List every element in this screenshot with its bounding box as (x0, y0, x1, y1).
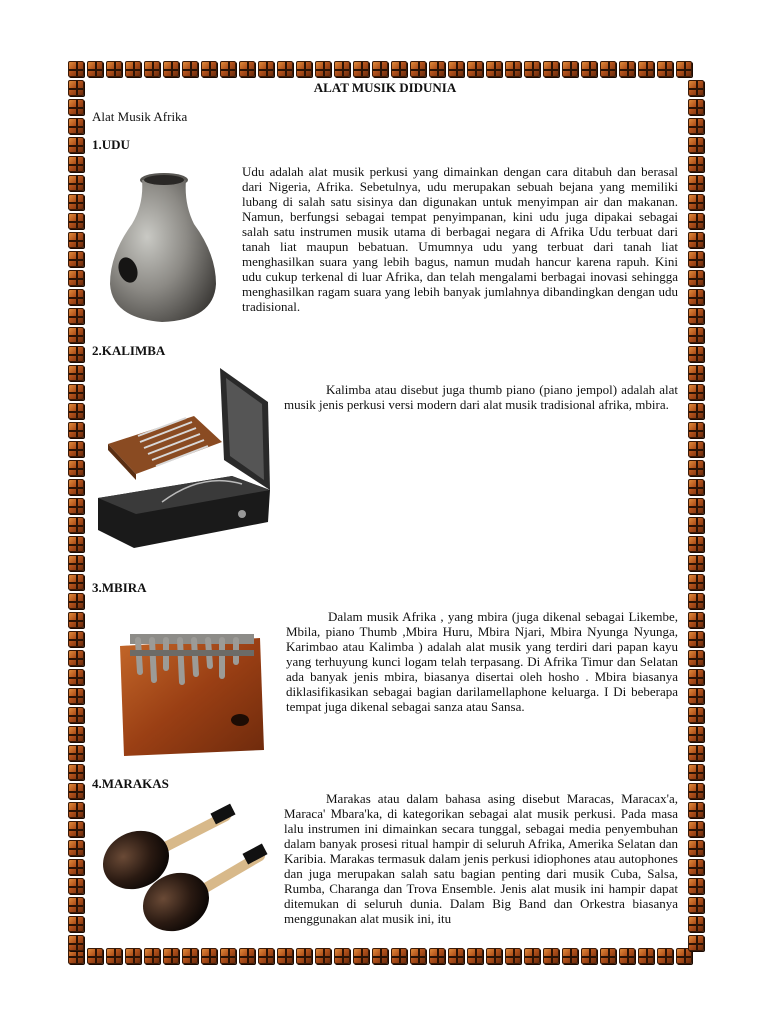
border-tile (688, 99, 704, 115)
border-tile (68, 897, 84, 913)
border-tile (688, 403, 704, 419)
border-tile (68, 536, 84, 552)
border-tile (182, 61, 198, 77)
border-tile (68, 593, 84, 609)
border-tile (688, 935, 704, 951)
border-tile (220, 948, 236, 964)
border-tile (688, 118, 704, 134)
border-tile (68, 194, 84, 210)
border-tile (334, 948, 350, 964)
border-tile (600, 948, 616, 964)
border-tile (688, 365, 704, 381)
border-tile (68, 783, 84, 799)
border-tile (353, 61, 369, 77)
border-tile (68, 251, 84, 267)
border-tile (68, 517, 84, 533)
border-tile (410, 61, 426, 77)
border-tile (201, 948, 217, 964)
border-tile (688, 384, 704, 400)
border-tile (68, 631, 84, 647)
border-tile (688, 479, 704, 495)
border-tile (144, 61, 160, 77)
border-tile (688, 175, 704, 191)
border-tile (688, 593, 704, 609)
border-tile (68, 840, 84, 856)
border-tile (688, 555, 704, 571)
border-tile (688, 669, 704, 685)
border-tile (688, 878, 704, 894)
document-subtitle: Alat Musik Afrika (92, 109, 188, 124)
border-tile (68, 498, 84, 514)
border-tile (277, 61, 293, 77)
border-tile (676, 61, 692, 77)
border-tile (68, 61, 84, 77)
border-tile (505, 948, 521, 964)
border-tile (391, 61, 407, 77)
border-tile (68, 859, 84, 875)
page-border-left (66, 78, 85, 952)
udu-image (92, 162, 232, 328)
border-tile (163, 61, 179, 77)
border-tile (600, 61, 616, 77)
border-tile (688, 498, 704, 514)
border-tile (68, 99, 84, 115)
border-tile (68, 555, 84, 571)
border-tile (239, 61, 255, 77)
border-tile (688, 840, 704, 856)
border-tile (68, 935, 84, 951)
border-tile (125, 948, 141, 964)
border-tile (410, 948, 426, 964)
border-tile (258, 948, 274, 964)
border-tile (68, 574, 84, 590)
border-tile (505, 61, 521, 77)
border-tile (68, 707, 84, 723)
border-tile (106, 61, 122, 77)
border-tile (688, 232, 704, 248)
border-tile (315, 61, 331, 77)
border-tile (277, 948, 293, 964)
border-tile (372, 61, 388, 77)
border-tile (334, 61, 350, 77)
border-tile (68, 916, 84, 932)
border-tile (87, 948, 103, 964)
border-tile (448, 61, 464, 77)
border-tile (68, 270, 84, 286)
border-tile (688, 897, 704, 913)
border-tile (68, 213, 84, 229)
border-tile (688, 137, 704, 153)
border-tile (688, 251, 704, 267)
border-tile (688, 441, 704, 457)
border-tile (315, 948, 331, 964)
border-tile (106, 948, 122, 964)
border-tile (68, 669, 84, 685)
border-tile (467, 948, 483, 964)
border-tile (688, 308, 704, 324)
border-tile (619, 61, 635, 77)
border-tile (429, 61, 445, 77)
border-tile (68, 403, 84, 419)
mbira-description: Dalam musik Afrika , yang mbira (juga dikenal sebagai Likembe, Mbila, piano Thumb ,Mbira Huru, Mbira Njari, Mbira Nyunga Nyunga, Karimbao atau Kalimba ) adalah alat musik yang terdiri dari papan kayu yang terhuyung kunci logam telah terpasang. Di Afrika Timur dan Selatan ada banyak jenis mbira, biasanya disertai oleh hosho . Mbira biasanya diklasifikasikan sebagai bagian darilamellaphone keluarga. I Di beberapa tempat juga dikenal sebagai sanza atau Sansa. (286, 609, 678, 714)
border-tile (688, 726, 704, 742)
border-tile (688, 517, 704, 533)
section-heading-marakas: 4.MARAKAS (92, 776, 169, 791)
section-heading-mbira: 3.MBIRA (92, 580, 147, 595)
border-tile (163, 948, 179, 964)
mbira-image (100, 610, 276, 758)
border-tile (688, 289, 704, 305)
border-tile (68, 479, 84, 495)
border-tile (688, 764, 704, 780)
border-tile (68, 745, 84, 761)
page-border-bottom (66, 946, 693, 965)
border-tile (688, 783, 704, 799)
border-tile (524, 61, 540, 77)
border-tile (68, 650, 84, 666)
maracas-image (92, 800, 270, 938)
border-tile (182, 948, 198, 964)
border-tile (657, 948, 673, 964)
border-tile (68, 821, 84, 837)
border-tile (68, 384, 84, 400)
border-tile (68, 726, 84, 742)
border-tile (429, 948, 445, 964)
border-tile (688, 745, 704, 761)
border-tile (688, 821, 704, 837)
border-tile (688, 80, 704, 96)
border-tile (543, 61, 559, 77)
border-tile (688, 460, 704, 476)
border-tile (68, 365, 84, 381)
border-tile (688, 859, 704, 875)
border-tile (125, 61, 141, 77)
border-tile (688, 631, 704, 647)
border-tile (68, 441, 84, 457)
border-tile (68, 232, 84, 248)
border-tile (688, 194, 704, 210)
border-tile (688, 422, 704, 438)
marakas-description: Marakas atau dalam bahasa asing disebut Maracas, Maracax'a, Maraca' Mbara'ka, di kategorikan sebagai alat musik perkusi. Pada masa lalu instrumen ini dimainkan secara tunggal, sebagai media penyembuhan dalam banyak prosesi ritual hampir di seluruh Afrika, Amerika Selatan dan Karibia. Marakas termasuk dalam jenis perkusi idiophones atau autophones dan juga merupakan salah satu bagian penting dari musik Cuba, Salsa, Rumba, Charanga dan Trova Ensemble. Jenis alat musik ini hampir dapat ditemukan di seluruh dunia. Dalam Big Band dan Orkestra biasanya menggunakan alat musik ini, itu (284, 791, 678, 926)
border-tile (688, 574, 704, 590)
border-tile (68, 175, 84, 191)
border-tile (68, 156, 84, 172)
border-tile (688, 156, 704, 172)
border-tile (68, 688, 84, 704)
border-tile (68, 460, 84, 476)
border-tile (688, 688, 704, 704)
border-tile (68, 422, 84, 438)
border-tile (688, 327, 704, 343)
border-tile (581, 61, 597, 77)
border-tile (296, 61, 312, 77)
border-tile (638, 61, 654, 77)
border-tile (68, 80, 84, 96)
border-tile (258, 61, 274, 77)
udu-description: Udu adalah alat musik perkusi yang dimainkan dengan cara ditabuh dan berasal dari Nigeria, Afrika. Sebetulnya, udu merupakan sebuah bejana yang memiliki lubang di salah satu sisinya dan digunakan untuk menyimpan air dan makanan. Namun, berfungsi sebagai tempat penyimpanan, kini udu juga dipakai sebagai salah satu instrumen musik utama di berbagai negara di Afrika Udu terbuat dari tanah liat maupun bebatuan. Umumnya udu yang terbuat dari tanah liat menghasilkan suara yang lebih bagus, namun mudah hancur karena rapuh. Kini udu cukup terkenal di luar Afrika, dan telah mengalami berbagai inovasi sehingga menghasilkan ragam suara yang lebih banyak jumlahnya dibandingkan dengan udu tradisional. (242, 164, 678, 314)
border-tile (688, 270, 704, 286)
border-tile (68, 878, 84, 894)
border-tile (296, 948, 312, 964)
kalimba-description: Kalimba atau disebut juga thumb piano (piano jempol) adalah alat musik jenis perkusi versi modern dari alat musik tradisional afrika, mbira. (284, 382, 678, 412)
border-tile (68, 612, 84, 628)
border-tile (581, 948, 597, 964)
border-tile (688, 916, 704, 932)
border-tile (448, 948, 464, 964)
border-tile (688, 802, 704, 818)
border-tile (619, 948, 635, 964)
border-tile (68, 137, 84, 153)
border-tile (87, 61, 103, 77)
border-tile (68, 327, 84, 343)
document-title: ALAT MUSIK DIDUNIA (313, 80, 457, 95)
border-tile (68, 289, 84, 305)
border-tile (688, 346, 704, 362)
border-tile (688, 707, 704, 723)
border-tile (543, 948, 559, 964)
border-tile (68, 802, 84, 818)
border-tile (688, 213, 704, 229)
border-tile (391, 948, 407, 964)
border-tile (372, 948, 388, 964)
border-tile (68, 118, 84, 134)
border-tile (201, 61, 217, 77)
page-border-right (686, 78, 705, 952)
border-tile (688, 536, 704, 552)
border-tile (353, 948, 369, 964)
border-tile (486, 61, 502, 77)
border-tile (467, 61, 483, 77)
border-tile (688, 650, 704, 666)
border-tile (524, 948, 540, 964)
border-tile (657, 61, 673, 77)
border-tile (562, 61, 578, 77)
section-heading-udu: 1.UDU (92, 137, 130, 152)
border-tile (486, 948, 502, 964)
page-border-top (66, 59, 693, 78)
border-tile (68, 346, 84, 362)
border-tile (220, 61, 236, 77)
border-tile (688, 612, 704, 628)
section-heading-kalimba: 2.KALIMBA (92, 343, 166, 358)
border-tile (239, 948, 255, 964)
kalimba-image (92, 362, 278, 562)
border-tile (144, 948, 160, 964)
border-tile (68, 308, 84, 324)
border-tile (68, 764, 84, 780)
border-tile (638, 948, 654, 964)
border-tile (562, 948, 578, 964)
